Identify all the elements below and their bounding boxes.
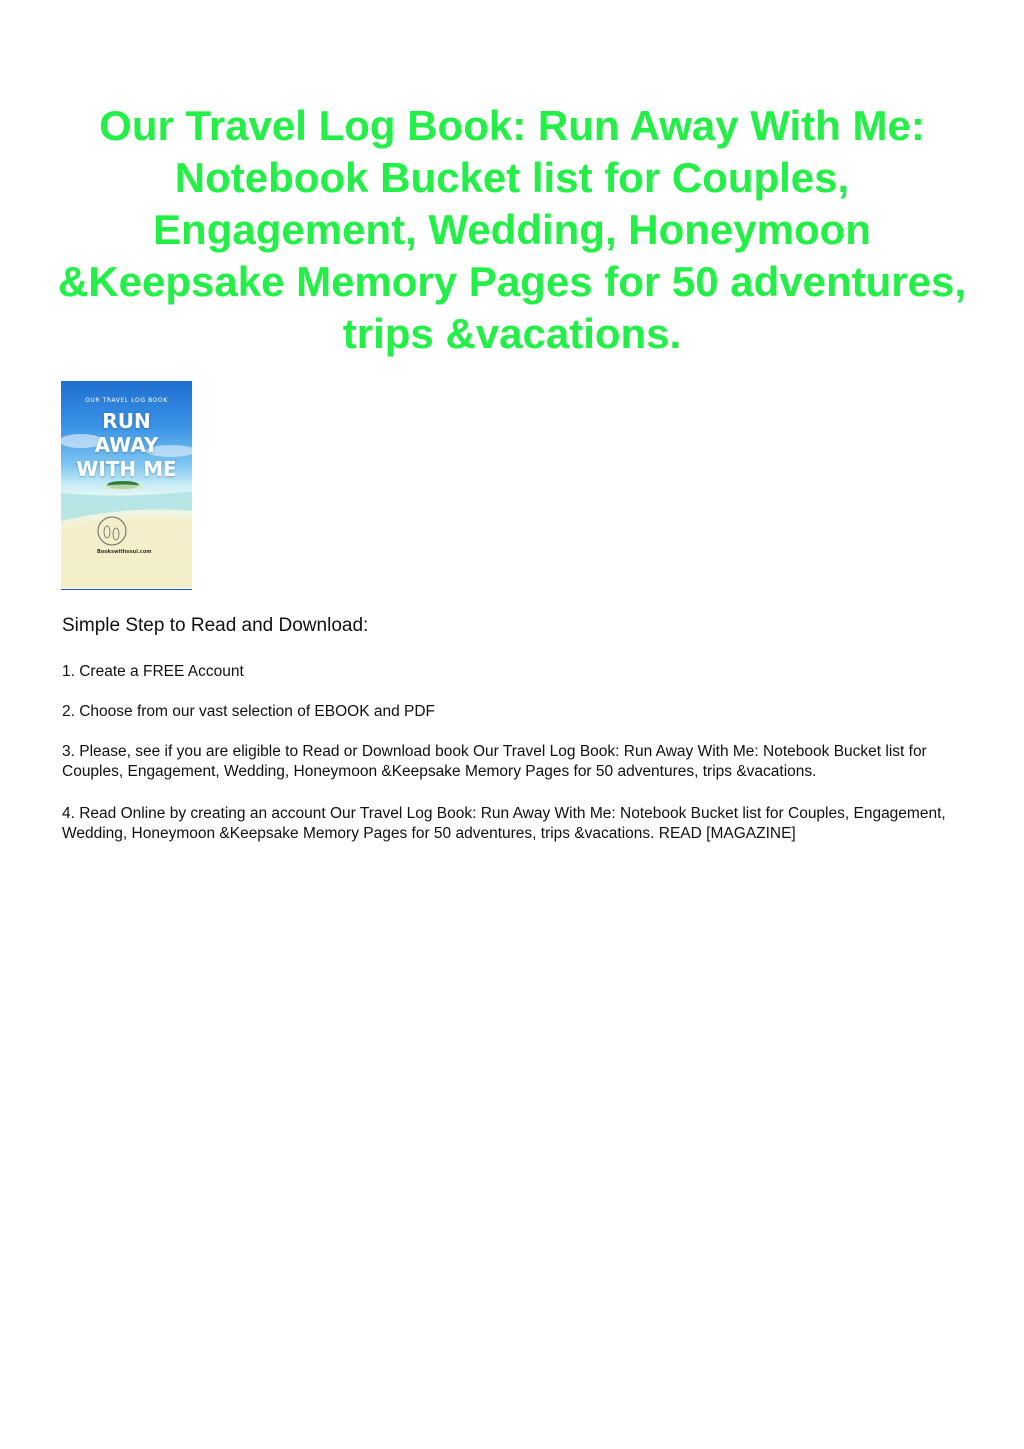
steps-heading: Simple Step to Read and Download: <box>62 615 369 636</box>
book-cover-image <box>61 381 192 588</box>
step-item: 4. Read Online by creating an account Our Travel Log Book: Run Away With Me: Notebook Bucket list for Couples, Engagement, Wedding, Honeymoon &Keepsake Memory Pages for 50 adventures, trips &vacations. READ [MAGAZINE] <box>62 805 946 842</box>
step-item: 3. Please, see if you are eligible to Read or Download book Our Travel Log Book: Run Away With Me: Notebook Bucket list for Couples, Engagement, Wedding, Honeymoon &Keepsake Memory Pages for 50 adventures, trips &vacations. <box>62 743 927 780</box>
book-cover-link[interactable] <box>61 381 192 590</box>
island-beach-shape <box>101 485 145 490</box>
step-item: 1. Create a FREE Account <box>62 663 244 680</box>
cover-title: RUN AWAY WITH ME <box>76 409 177 481</box>
step-item: 2. Choose from our vast selection of EBOOK and PDF <box>62 703 436 720</box>
cover-subtitle: OUR TRAVEL LOG BOOK <box>85 397 168 404</box>
page-title: Our Travel Log Book: Run Away With Me: Notebook Bucket list for Couples, Engagement, Wedding, Honeymoon &Keepsake Memory Pages for 50 adventures, trips &vacations. <box>57 102 967 357</box>
cover-brand: Bookswithsoul.com <box>97 549 152 555</box>
